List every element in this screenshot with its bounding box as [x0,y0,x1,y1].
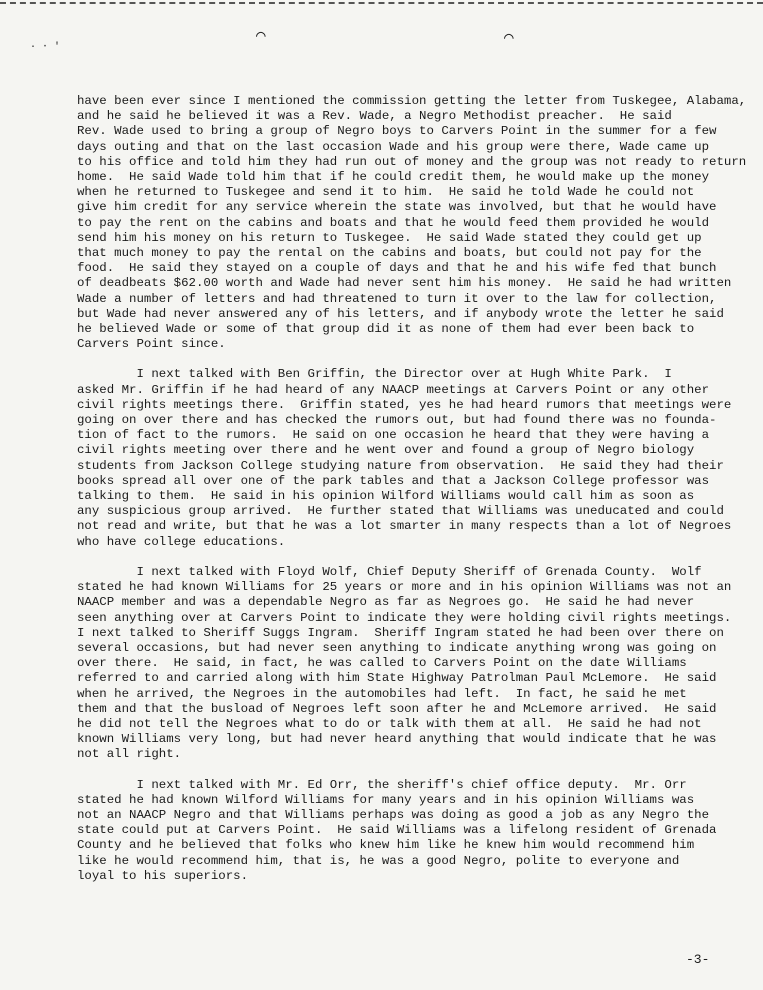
text-line: stated he had known Williams for 25 years or more and in his opinion Williams was not an [77,580,732,595]
text-line: when he arrived, the Negroes in the automobiles had left. In fact, he said he met [77,686,687,701]
text-line: state could put at Carvers Point. He said Williams was a lifelong resident of Grenada [77,823,717,838]
text-line: not read and write, but that he was a lot smarter in many respects than a lot of Negroes [77,519,732,534]
text-line: going on over there and has checked the rumors out, but had found there was no founda- [77,413,717,428]
text-line: tion of fact to the rumors. He said on one occasion he heard that they were having a [77,428,710,443]
text-line: civil rights meetings there. Griffin stated, yes he had heard rumors that meetings were [77,397,732,412]
text-line: of deadbeats $62.00 worth and Wade had never sent him his money. He said he had written [77,276,732,291]
text-line: to pay the rent on the cabins and boats and that he would feed them provided he would [77,215,710,230]
text-line: give him credit for any service wherein the state was involved, but that he would have [77,200,717,215]
scan-mark-right: ⌒ [504,29,514,47]
text-line: books spread all over one of the park tables and that a Jackson College professor was [77,473,710,488]
document-body [77,94,747,884]
text-line: that much money to pay the rental on the cabins and boats, but could not pay for the [77,246,702,261]
text-line: any suspicious group arrived. He further stated that Williams was uneducated and could [77,504,724,519]
paragraph-1 [77,94,747,352]
text-line: to his office and told him they had run out of money and the group was not ready to return [77,154,747,169]
scan-mark-left: ⌒ [256,27,266,45]
text-line: several occasions, but had never seen anything to indicate anything wrong was going on [77,640,717,655]
text-line: and he said he believed it was a Rev. Wade, a Negro Methodist preacher. He said [77,109,672,124]
text-line: I next talked to Sheriff Suggs Ingram. Sheriff Ingram stated he had been over there on [77,625,724,640]
text-line: students from Jackson College studying nature from observation. He said they had their [77,458,724,473]
text-line: home. He said Wade told him that if he could credit them, he would make up the money [77,170,710,185]
text-line: who have college educations. [77,534,286,549]
text-line: over there. He said, in fact, he was called to Carvers Point on the date Williams [77,656,687,671]
text-line: I next talked with Mr. Ed Orr, the sheriff's chief office deputy. Mr. Orr [77,777,687,792]
paragraph-3 [77,565,747,763]
text-line: send him his money on his return to Tuskegee. He said Wade stated they could get up [77,230,702,245]
text-line: stated he had known Wilford Williams for many years and in his opinion Williams was [77,792,695,807]
text-line: seen anything over at Carvers Point to indicate they were holding civil rights meetings. [77,610,732,625]
paragraph-4 [77,778,747,884]
text-line: but Wade had never answered any of his letters, and if anybody wrote the letter he said [77,306,724,321]
text-line: asked Mr. Griffin if he had heard of any NAACP meetings at Carvers Point or any other [77,382,710,397]
text-line: NAACP member and was a dependable Negro as far as Negroes go. He said he had never [77,595,695,610]
page-number: -3- [686,952,710,967]
text-line: Wade a number of letters and had threatened to turn it over to the law for collection, [77,291,717,306]
text-line: days outing and that on the last occasion Wade and his group were there, Wade came up [77,139,710,154]
text-line: County and he believed that folks who knew him like he knew him would recommend him [77,838,695,853]
text-line: loyal to his superiors. [77,868,249,883]
text-line: he believed Wade or some of that group did it as none of them had ever been back to [77,322,695,337]
top-dashed-rule [0,0,763,4]
text-line: Rev. Wade used to bring a group of Negro boys to Carvers Point in the summer for a few [77,124,717,139]
text-line: referred to and carried along with him State Highway Patrolman Paul McLemore. He said [77,671,717,686]
text-line: I next talked with Ben Griffin, the Director over at Hugh White Park. I [77,367,672,382]
text-line: food. He said they stayed on a couple of days and that he and his wife fed that bunch [77,261,717,276]
scan-specks: · ⋅ ′ [30,42,61,53]
text-line: Carvers Point since. [77,337,226,352]
text-line: not an NAACP Negro and that Williams perhaps was doing as good a job as any Negro the [77,807,710,822]
text-line: he did not tell the Negroes what to do or talk with them at all. He said he had not [77,716,702,731]
text-line: when he returned to Tuskegee and send it to him. He said he told Wade he could not [77,185,695,200]
text-line: not all right. [77,747,182,762]
text-line: talking to them. He said in his opinion Wilford Williams would call him as soon as [77,489,695,504]
text-line: known Williams very long, but had never heard anything that would indicate that he was [77,732,717,747]
text-line: them and that the busload of Negroes left soon after he and McLemore arrived. He said [77,701,717,716]
text-line: like he would recommend him, that is, he was a good Negro, polite to everyone and [77,853,680,868]
paragraph-2 [77,367,747,549]
text-line: civil rights meeting over there and he went over and found a group of Negro biology [77,443,695,458]
text-line: I next talked with Floyd Wolf, Chief Deputy Sheriff of Grenada County. Wolf [77,564,702,579]
text-line: have been ever since I mentioned the commission getting the letter from Tuskegee, Alabama, [77,94,747,108]
